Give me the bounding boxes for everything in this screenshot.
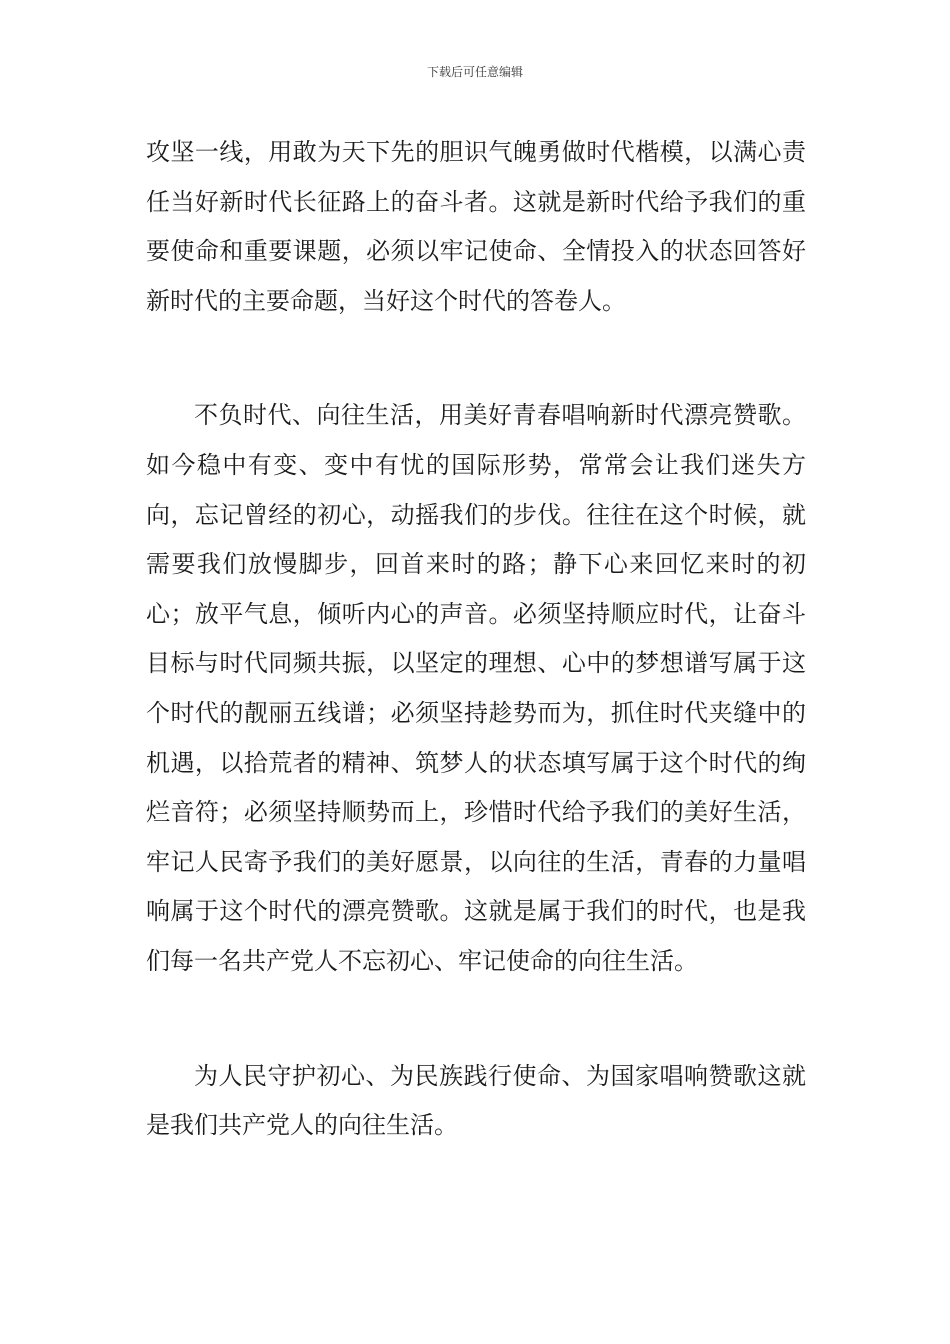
paragraph-2: 不负时代、向往生活，用美好青春唱响新时代漂亮赞歌。如今稳中有变、变中有忧的国际形势，常常会让我们迷失方向，忘记曾经的初心，动摇我们的步伐。往往在这个时候，就需要我们放慢脚步，回首来时的路；静下心来回忆来时的初心；放平气息，倾听内心的声音。必须坚持顺应时代，让奋斗目标与时代同频共振，以坚定的理想、心中的梦想谱写属于这个时代的靓丽五线谱；必须坚持趁势而为，抓住时代夹缝中的机遇，以拾荒者的精神、筑梦人的状态填写属于这个时代的绚烂音符；必须坚持顺势而上，珍惜时代给予我们的美好生活，牢记人民寄予我们的美好愿景，以向往的生活，青春的力量唱响属于这个时代的漂亮赞歌。这就是属于我们的时代，也是我们每一名共产党人不忘初心、牢记使命的向往生活。 <box>146 401 806 975</box>
paragraph-3: 为人民守护初心、为民族践行使命、为国家唱响赞歌这就是我们共产党人的向往生活。 <box>146 1061 806 1140</box>
page-header: 下载后可任意编辑 <box>426 65 523 79</box>
paragraph-spacer <box>146 987 806 1052</box>
document-body <box>146 128 806 1151</box>
paragraph-1: 攻坚一线，用敢为天下先的胆识气魄勇做时代楷模，以满心责任当好新时代长征路上的奋斗者。这就是新时代给予我们的重要使命和重要课题，必须以牢记使命、全情投入的状态回答好新时代的主要命题，当好这个时代的答卷人。 <box>146 138 806 315</box>
paragraph-spacer <box>146 326 806 391</box>
